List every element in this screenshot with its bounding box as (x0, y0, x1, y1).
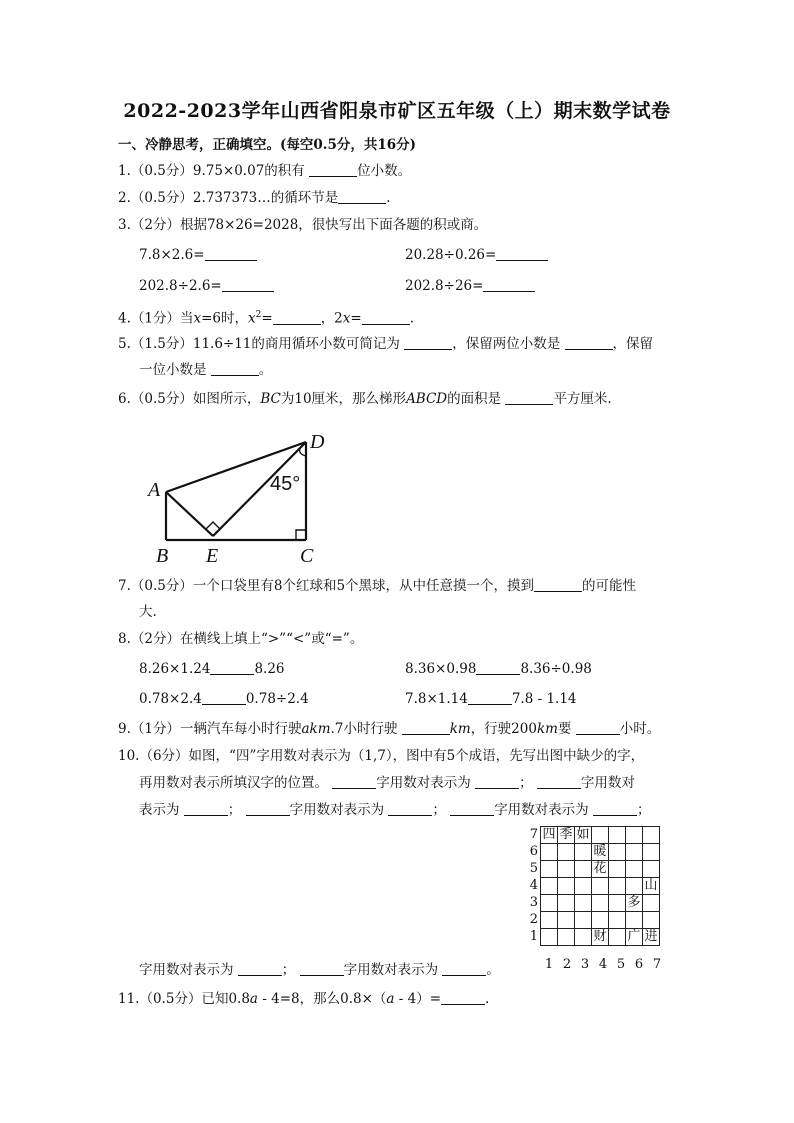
answer-blank[interactable] (593, 801, 637, 816)
label-c: C (300, 545, 314, 567)
answer-blank[interactable] (576, 720, 620, 735)
grid-col-label: 4 (598, 957, 608, 972)
q9-unit: km (536, 721, 558, 737)
q4-text: = (261, 310, 273, 327)
q10-text: 表示为 (139, 802, 180, 818)
q8-part-b (405, 660, 592, 678)
grid-row-label: 1 (529, 929, 538, 944)
label-b: B (156, 545, 169, 567)
q11-text: - 4=8，那么0.8×（ (257, 991, 387, 1007)
grid-cell-empty (643, 912, 660, 929)
q10-text: 字用数对 (580, 775, 635, 791)
label-e: E (206, 545, 219, 567)
q2-text-end: . (386, 190, 391, 206)
answer-blank[interactable] (246, 801, 290, 816)
q4-text: =6时， (201, 310, 249, 327)
trapezoid-figure (140, 428, 340, 568)
answer-blank[interactable] (534, 577, 582, 592)
section-heading: 一、冷静思考，正确填空。(每空0.5分，共16分) (118, 137, 417, 153)
grid-cell-char: 花 (593, 861, 607, 876)
answer-blank[interactable] (388, 801, 432, 816)
page-title: 2022-2023学年山西省阳泉市矿区五年级（上）期末数学试卷 (123, 100, 671, 122)
angle-label: 45° (270, 473, 301, 495)
answer-blank[interactable] (468, 690, 512, 705)
question-6 (118, 390, 612, 408)
grid-row (524, 929, 660, 946)
grid-cell-empty (558, 895, 575, 912)
grid-table (524, 826, 660, 946)
q1-text: 1.（0.5分）9.75×0.07的积有 (118, 163, 305, 179)
grid-cell-empty (643, 844, 660, 861)
label-a: A (148, 479, 161, 501)
q6-text: 平方厘米. (553, 391, 612, 407)
grid-cell-empty (575, 861, 592, 878)
q8-text: 8.26×1.24 (139, 661, 211, 677)
answer-blank[interactable] (404, 335, 452, 350)
q8-part-d (405, 690, 577, 708)
q10-text: ； (281, 962, 296, 978)
grid-cell-char: 如 (576, 827, 590, 842)
q2-text: 2.（0.5分）2.737373…的循环节是 (118, 190, 339, 206)
q5-text: 一位小数是 (139, 362, 207, 378)
grid-cell-empty (643, 827, 660, 844)
q4-var: x (342, 310, 351, 327)
grid-cell-empty (592, 878, 609, 895)
answer-blank[interactable] (205, 246, 257, 261)
q9-var: akm (301, 721, 331, 737)
grid-column-labels (540, 957, 666, 972)
q6-text: 的面积是 (447, 391, 502, 407)
grid-cell-char: 财 (593, 929, 607, 944)
grid-row (524, 861, 660, 878)
grid-cell-empty (558, 912, 575, 929)
answer-blank[interactable] (362, 310, 410, 325)
question-9 (118, 720, 660, 738)
answer-blank[interactable] (238, 961, 282, 976)
grid-cell-empty (575, 878, 592, 895)
grid-row-label: 2 (529, 912, 538, 927)
q6-var: BC (260, 391, 281, 407)
grid-row-label: 6 (529, 844, 538, 859)
label-d: D (310, 431, 325, 453)
answer-blank[interactable] (211, 361, 259, 376)
q4-var: x (248, 310, 256, 327)
grid-cell-empty (609, 844, 626, 861)
grid-cell-empty (626, 861, 643, 878)
grid-row (524, 895, 660, 912)
question-10-line3 (139, 801, 650, 819)
grid-row (524, 912, 660, 929)
q3-d-text: 202.8÷26= (405, 278, 484, 294)
grid-col-label: 2 (562, 957, 572, 972)
grid-cell-empty (541, 844, 558, 861)
answer-blank[interactable] (450, 801, 494, 816)
answer-blank[interactable] (442, 961, 486, 976)
grid-col-label: 5 (616, 957, 626, 972)
answer-blank[interactable] (505, 390, 553, 405)
q8-text: 7.8×1.14 (405, 691, 468, 707)
grid-row-label: 4 (529, 878, 538, 893)
grid-cell-empty (541, 861, 558, 878)
q3-part-d (405, 277, 535, 295)
q8-text: 8.26 (254, 661, 285, 677)
q5-text: 。 (258, 362, 273, 378)
q9-text: 小时。 (619, 721, 661, 737)
grid-row-label: 5 (529, 861, 538, 876)
grid-cell-empty (609, 895, 626, 912)
q3-part-a (139, 246, 257, 264)
grid-cell-char: 进 (644, 929, 658, 944)
question-11 (118, 990, 489, 1008)
grid-cell-empty (609, 827, 626, 844)
grid-cell-empty (626, 912, 643, 929)
question-8: 8.（2分）在横线上填上“>”“<”或“=”。 (118, 631, 364, 647)
answer-blank[interactable] (210, 660, 254, 675)
q5-text: ，保留 (612, 336, 653, 352)
grid-row (524, 878, 660, 895)
q7-text: 的可能性 (582, 578, 637, 594)
q9-text: 要 (557, 721, 572, 737)
grid-cell-empty (558, 878, 575, 895)
q3-a-text: 7.8×2.6= (139, 247, 205, 263)
grid-row-label: 3 (529, 895, 538, 910)
q10-text: ； (432, 802, 446, 818)
question-10-line2 (139, 774, 635, 792)
q3-part-c (139, 277, 274, 295)
q7-text: 7.（0.5分）一个口袋里有8个红球和5个黑球，从中任意摸一个，摸到 (118, 578, 535, 594)
grid-cell-char: 山 (644, 878, 658, 893)
q10-text: ； (227, 802, 242, 818)
q11-text: . (485, 991, 490, 1007)
grid-cell-empty (558, 844, 575, 861)
answer-blank[interactable] (300, 961, 344, 976)
answer-blank[interactable] (402, 720, 450, 735)
grid-cell-empty (592, 912, 609, 929)
q10-text: ； (636, 802, 651, 818)
q6-var: ABCD (406, 391, 448, 407)
q8-text: 7.8 - 1.14 (511, 691, 577, 707)
grid-cell-empty (558, 929, 575, 946)
q5-text: ，保留两位小数是 (452, 336, 561, 352)
grid-cell-empty (541, 895, 558, 912)
q4-text: = (350, 310, 362, 327)
answer-blank[interactable] (476, 660, 520, 675)
q10-text: 字用数对表示为 (343, 962, 439, 978)
question-7 (118, 577, 636, 595)
q8-text: 8.36÷0.98 (520, 661, 592, 677)
q9-text: 9.（1分）一辆汽车每小时行驶 (118, 721, 302, 737)
grid-cell-empty (541, 912, 558, 929)
grid-cell-empty (592, 895, 609, 912)
grid-cell-char: 暖 (593, 844, 607, 859)
q9-unit: km (449, 721, 471, 737)
grid-cell-empty (609, 929, 626, 946)
answer-blank[interactable] (332, 774, 376, 789)
q6-text: 6.（0.5分）如图所示， (118, 391, 261, 407)
grid-cell-empty (592, 827, 609, 844)
q11-text: 11.（0.5分）已知0.8 (118, 991, 250, 1007)
q11-var: a (249, 991, 258, 1007)
grid-cell-char: 多 (627, 895, 641, 910)
grid-cell-empty (643, 895, 660, 912)
question-5 (118, 335, 653, 353)
grid-cell-empty (541, 878, 558, 895)
grid-cell-empty (541, 929, 558, 946)
q8-text: 0.78÷2.4 (245, 691, 309, 707)
edge-ae (166, 492, 213, 536)
answer-blank[interactable] (338, 189, 386, 204)
q3-part-b (405, 246, 548, 264)
answer-blank[interactable] (273, 310, 321, 325)
q10-text: ； (519, 775, 533, 791)
q10-text: 字用数对表示为 (139, 962, 234, 978)
q10-text: 。 (486, 962, 500, 978)
q8-part-a (139, 660, 285, 678)
answer-blank[interactable] (496, 246, 548, 261)
question-5-cont (139, 361, 272, 379)
question-10-line4 (139, 961, 500, 979)
q5-text: 5.（1.5分）11.6÷11的商用循环小数可简记为 (118, 336, 400, 352)
grid-cell-empty (609, 912, 626, 929)
grid-row (524, 844, 660, 861)
grid-cell-char: 广 (627, 929, 641, 944)
q10-text: 字用数对表示为 (494, 802, 589, 818)
question-1 (118, 162, 411, 180)
answer-blank[interactable] (483, 277, 535, 292)
grid-col-label: 1 (544, 957, 554, 972)
grid-cell-empty (626, 878, 643, 895)
q4-text: 4.（1分）当 (118, 310, 194, 327)
grid-cell-empty (575, 929, 592, 946)
q8-part-c (139, 690, 309, 708)
answer-blank[interactable] (202, 690, 246, 705)
q10-text: 字用数对表示为 (289, 802, 385, 818)
answer-blank[interactable] (184, 801, 228, 816)
grid-col-label: 3 (580, 957, 590, 972)
question-4 (118, 306, 414, 328)
right-angle-mark-e (206, 522, 220, 536)
grid-cell-empty (575, 895, 592, 912)
grid-cell-char: 季 (559, 827, 573, 842)
q1-text-end: 位小数。 (357, 163, 412, 179)
grid-cell-empty (609, 861, 626, 878)
question-10: 10.（6分）如图，“四”字用数对表示为（1,7），图中有5个成语，先写出图中缺少的字， (118, 748, 645, 764)
grid-cell-empty (558, 861, 575, 878)
q10-text: 字用数对表示为 (376, 775, 471, 791)
grid-cell-empty (643, 861, 660, 878)
q8-text: 8.36×0.98 (405, 661, 477, 677)
answer-blank[interactable] (222, 277, 274, 292)
question-7-cont: 大. (139, 604, 157, 620)
q4-text: ，2 (320, 310, 343, 327)
question-3: 3.（2分）根据78×26=2028，很快写出下面各题的积或商。 (118, 217, 488, 233)
q3-b-text: 20.28÷0.26= (405, 247, 497, 263)
answer-blank[interactable] (565, 335, 613, 350)
q6-text: 为10厘米，那么梯形 (280, 391, 407, 407)
grid-col-label: 6 (634, 957, 644, 972)
q10-text: 再用数对表示所填汉字的位置。 (139, 775, 328, 791)
q3-c-text: 202.8÷2.6= (139, 278, 222, 294)
grid-cell-empty (626, 844, 643, 861)
answer-blank[interactable] (309, 162, 357, 177)
q11-text: - 4）= (394, 991, 442, 1007)
grid-cell-empty (575, 912, 592, 929)
grid-cell-empty (609, 878, 626, 895)
q11-var: a (386, 991, 395, 1007)
idiom-grid (524, 826, 662, 972)
q8-text: 0.78×2.4 (139, 691, 202, 707)
q4-var: x (193, 310, 202, 327)
grid-row-label: 7 (529, 827, 538, 842)
answer-blank[interactable] (537, 774, 581, 789)
grid-cell-empty (575, 844, 592, 861)
grid-col-label: 7 (652, 957, 662, 972)
q9-text: ，行驶200 (470, 721, 537, 737)
q4-text: . (409, 310, 415, 327)
grid-cell-empty (626, 827, 643, 844)
answer-blank[interactable] (475, 774, 519, 789)
q4-exponent: 2 (255, 310, 262, 320)
question-2 (118, 189, 391, 207)
q9-text: .7小时行驶 (330, 721, 398, 737)
answer-blank[interactable] (441, 990, 485, 1005)
grid-cell-char: 四 (542, 827, 556, 842)
right-angle-mark-c (296, 530, 306, 540)
grid-row (524, 827, 660, 844)
